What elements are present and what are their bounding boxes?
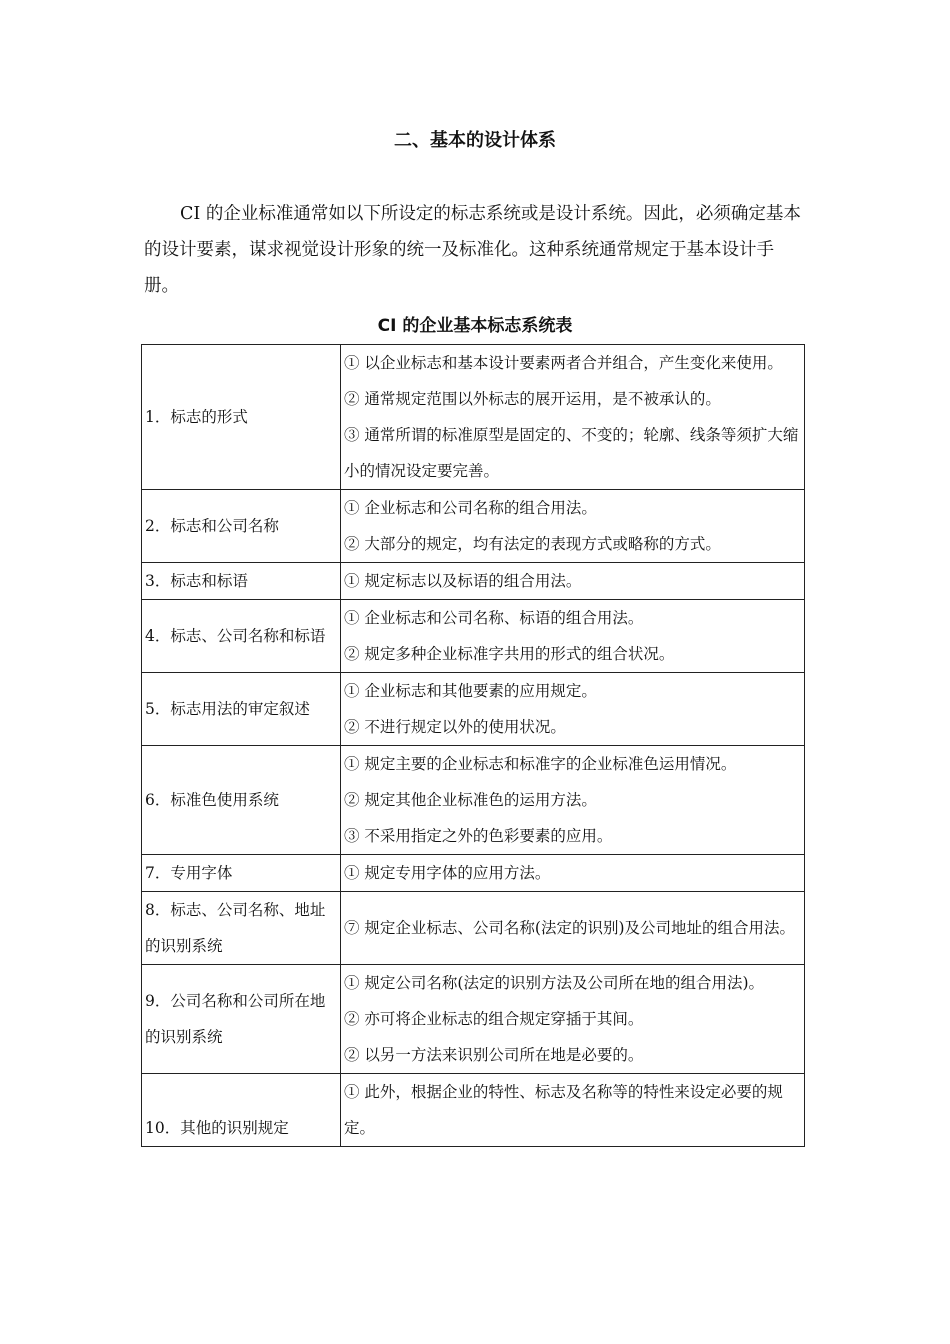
table-row bbox=[142, 490, 805, 563]
row-item: ② 大部分的规定，均有法定的表现方式或略称的方式。 bbox=[344, 535, 721, 553]
row-label: 4．标志、公司名称和标语 bbox=[142, 600, 341, 673]
row-item: ② 规定其他企业标准色的运用方法。 bbox=[344, 791, 597, 809]
row-content bbox=[341, 746, 805, 855]
row-item: ① 以企业标志和基本设计要素两者合并组合，产生变化来使用。 bbox=[344, 354, 783, 372]
row-item: ① 企业标志和其他要素的应用规定。 bbox=[344, 682, 597, 700]
row-label: 10．其他的识别规定 bbox=[142, 1074, 341, 1147]
row-content bbox=[341, 1074, 805, 1147]
row-label: 1．标志的形式 bbox=[142, 345, 341, 490]
row-item: ① 企业标志和公司名称、标语的组合用法。 bbox=[344, 609, 644, 627]
row-label: 9．公司名称和公司所在地的识别系统 bbox=[142, 965, 341, 1074]
table-row bbox=[142, 746, 805, 855]
table-row bbox=[142, 345, 805, 490]
table-row bbox=[142, 1074, 805, 1147]
row-label: 7．专用字体 bbox=[142, 855, 341, 892]
row-label: 3．标志和标语 bbox=[142, 563, 341, 600]
row-content bbox=[341, 673, 805, 746]
table-row bbox=[142, 855, 805, 892]
ci-system-table bbox=[141, 344, 805, 1147]
row-content bbox=[341, 563, 805, 600]
row-item: ② 亦可将企业标志的组合规定穿插于其间。 bbox=[344, 1010, 644, 1028]
row-label: 6．标准色使用系统 bbox=[142, 746, 341, 855]
row-item: ② 不进行规定以外的使用状况。 bbox=[344, 718, 566, 736]
row-item: ① 此外，根据企业的特性、标志及名称等的特性来设定必要的规 bbox=[344, 1083, 783, 1101]
row-item: ① 企业标志和公司名称的组合用法。 bbox=[344, 499, 597, 517]
row-label: 2．标志和公司名称 bbox=[142, 490, 341, 563]
row-item: ② 以另一方法来识别公司所在地是必要的。 bbox=[344, 1046, 644, 1064]
row-content bbox=[341, 600, 805, 673]
row-content bbox=[341, 965, 805, 1074]
table-title: CI 的企业基本标志系统表 bbox=[377, 316, 573, 336]
row-content bbox=[341, 345, 805, 490]
row-item: ② 通常规定范围以外标志的展开运用，是不被承认的。 bbox=[344, 390, 721, 408]
row-label: 5．标志用法的审定叙述 bbox=[142, 673, 341, 746]
intro-paragraph: CI 的企业标准通常如以下所设定的标志系统或是设计系统。因此，必须确定基本的设计要素，谋求视觉设计形象的统一及标准化。这种系统通常规定于基本设计手册。 bbox=[144, 204, 801, 296]
row-item: ③ 不采用指定之外的色彩要素的应用。 bbox=[344, 827, 613, 845]
row-item: ① 规定标志以及标语的组合用法。 bbox=[344, 572, 582, 590]
row-label: 8．标志、公司名称、地址的识别系统 bbox=[142, 892, 341, 965]
row-content bbox=[341, 892, 805, 965]
row-item: ③ 通常所谓的标准原型是固定的、不变的；轮廓、线条等须扩大缩小的情况设定要完善。 bbox=[344, 426, 799, 480]
row-item: ① 规定主要的企业标志和标准字的企业标准色运用情况。 bbox=[344, 755, 737, 773]
row-content bbox=[341, 855, 805, 892]
row-item: ⑦ 规定企业标志、公司名称(法定的识别)及公司地址的组合用法。 bbox=[344, 919, 796, 937]
table-row bbox=[142, 600, 805, 673]
row-item: ① 规定公司名称(法定的识别方法及公司所在地的组合用法)。 bbox=[344, 974, 765, 992]
row-item: ② 规定多种企业标准字共用的形式的组合状况。 bbox=[344, 645, 675, 663]
table-row bbox=[142, 563, 805, 600]
table-row bbox=[142, 892, 805, 965]
table-row bbox=[142, 965, 805, 1074]
row-item: 定。 bbox=[344, 1119, 376, 1137]
section-heading: 二、基本的设计体系 bbox=[394, 130, 556, 151]
table-row bbox=[142, 673, 805, 746]
row-item: ① 规定专用字体的应用方法。 bbox=[344, 864, 551, 882]
row-content bbox=[341, 490, 805, 563]
